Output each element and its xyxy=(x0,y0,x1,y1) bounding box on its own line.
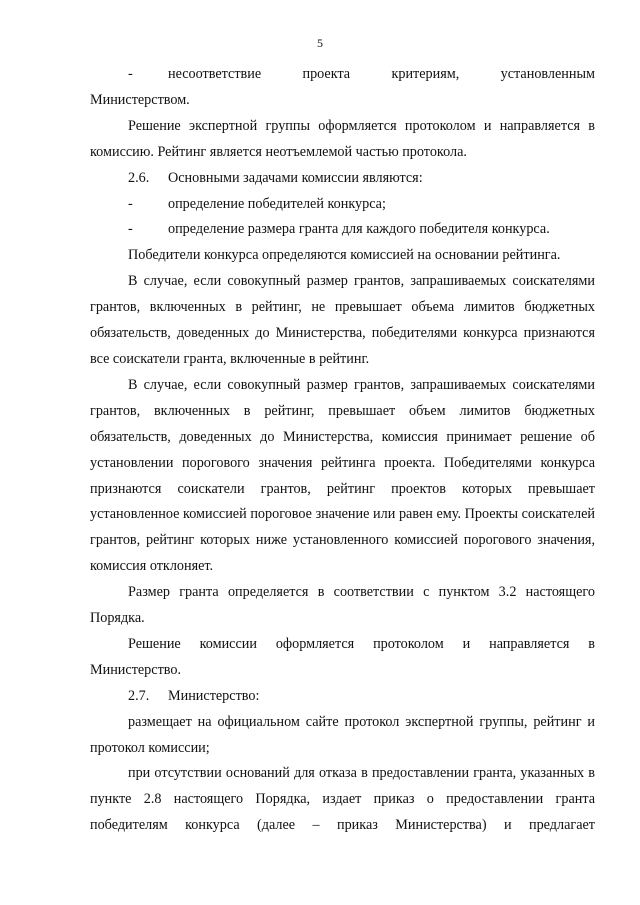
list-item xyxy=(90,192,595,218)
numbered-clause xyxy=(90,166,595,192)
paragraph: В случае, если совокупный размер грантов, запрашиваемых соискателями грантов, включенных в рейтинг, превышает объем лимитов бюджетных обязательств, доведенных до Министерства, комиссия принимает решение об установлении порогового значения рейтинга проекта. Победителями конкурса признаются соискатели грантов, рейтинг проектов которых превышает установленное комиссией пороговое значение или равен ему. Проекты соискателей грантов, рейтинг которых ниже установленного комиссией порогового значения, комиссия отклоняет. xyxy=(90,376,595,575)
list-item xyxy=(90,217,595,243)
numbered-clause xyxy=(90,684,595,710)
paragraph: Решение экспертной группы оформляется протоколом и направляется в комиссию. Рейтинг является неотъемлемой частью протокола. xyxy=(90,117,595,160)
paragraph: Решение комиссии оформляется протоколом и направляется в Министерство. xyxy=(90,635,595,678)
paragraph: размещает на официальном сайте протокол экспертной группы, рейтинг и протокол комиссии; xyxy=(90,713,595,756)
paragraph: В случае, если совокупный размер грантов, запрашиваемых соискателями грантов, включенных в рейтинг, не превышает объема лимитов бюджетных обязательств, доведенных до Министерства, победителями конкурса признаются все соискатели гранта, включенные в рейтинг. xyxy=(90,273,595,367)
paragraph-continuation: Министерством. xyxy=(90,91,190,108)
list-dash: - xyxy=(128,221,133,238)
paragraph: при отсутствии оснований для отказа в предоставлении гранта, указанных в пункте 2.8 настоящего Порядка, издает приказ о предоставлении гранта победителям конкурса (далее – приказ Министерства) и предлагает xyxy=(90,765,595,834)
document-body xyxy=(90,62,595,839)
list-item-text: определение победителей конкурса; xyxy=(168,195,386,212)
clause-number: 2.7. xyxy=(128,687,150,704)
page-number: 5 xyxy=(317,36,323,50)
clause-number: 2.6. xyxy=(128,169,150,186)
list-item xyxy=(90,62,595,88)
list-dash: - xyxy=(128,66,133,82)
list-item-text: Основными задачами комиссии являются: xyxy=(168,169,423,186)
list-dash: - xyxy=(128,195,133,212)
paragraph: Победители конкурса определяются комиссией на основании рейтинга. xyxy=(128,247,561,264)
list-item-text: несоответствие проекта критериям, установленным xyxy=(168,66,595,82)
list-item-text: Министерство: xyxy=(168,687,260,704)
list-item-text: определение размера гранта для каждого победителя конкурса. xyxy=(168,221,550,238)
paragraph: Размер гранта определяется в соответствии с пунктом 3.2 настоящего Порядка. xyxy=(90,584,595,627)
